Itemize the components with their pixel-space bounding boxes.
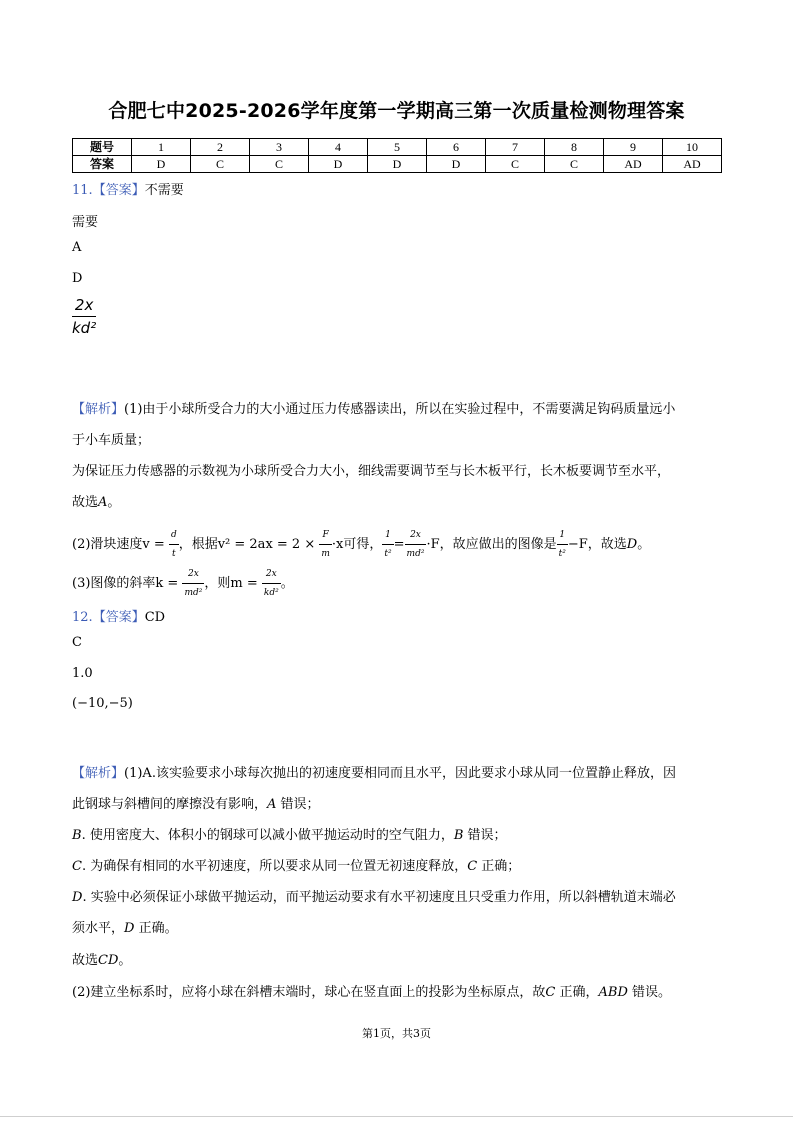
fraction-f-over-m <box>319 526 332 563</box>
table-row <box>73 156 722 173</box>
variable-text: B <box>453 828 464 843</box>
table-cell: 7 <box>486 139 545 156</box>
paragraph-text: (1)由于小球所受合力的大小通过压力传感器读出，所以在实验过程中，不需要满足钩码质量远小 <box>124 402 676 417</box>
variable-text: A <box>267 797 277 812</box>
q11-answer-4: D <box>72 271 83 286</box>
fraction-numerator: 2x <box>405 526 427 545</box>
q11-analysis-line-6 <box>72 565 294 602</box>
fraction-numerator: 2x <box>262 565 281 584</box>
table-cell: 5 <box>368 139 427 156</box>
paragraph-text: 正确。 <box>134 921 178 936</box>
table-cell: C <box>486 156 545 173</box>
q11-analysis-line-4 <box>72 494 120 512</box>
fraction-2x-over-kd2 <box>262 565 281 602</box>
fraction-denominator: t <box>172 549 176 559</box>
paragraph-text: . 为确保有相同的水平初速度，所以要求从同一位置无初速度释放， <box>81 859 468 874</box>
table-cell: AD <box>604 156 663 173</box>
q12-analysis-line-6 <box>72 920 178 938</box>
q11-answer-3: A <box>72 240 82 255</box>
fraction-denominator: kd² <box>263 588 279 598</box>
paragraph-text: (2)滑块速度v = <box>72 537 165 552</box>
q11-analysis-line-2: 于小车质量； <box>72 433 151 448</box>
fraction-d-over-t <box>169 526 179 563</box>
answer-table <box>72 138 722 173</box>
table-cell: AD <box>663 156 722 173</box>
q12-answer-4: (−10,−5) <box>72 696 133 711</box>
paragraph-text: 。 <box>280 576 294 591</box>
table-cell: 3 <box>250 139 309 156</box>
fraction-numerator: 2x <box>182 565 204 584</box>
q12-analysis-line-4 <box>72 858 520 876</box>
table-cell: D <box>132 156 191 173</box>
paragraph-text: 正确， <box>555 985 599 1000</box>
fraction-1-over-t2-b <box>557 526 568 563</box>
q11-analysis-line-1 <box>72 401 675 419</box>
page-title: 合肥七中2025-2026学年度第一学期高三第一次质量检测物理答案 <box>108 100 685 122</box>
variable-text: C <box>72 859 82 874</box>
q11-answer-5-fraction <box>72 296 96 337</box>
fraction-numerator: F <box>319 526 332 545</box>
q12-analysis-tag: 【解析】 <box>72 766 125 781</box>
fraction-denominator: m <box>321 549 330 559</box>
paragraph-text: 错误。 <box>627 985 672 1000</box>
paragraph-text: 正确； <box>477 859 521 874</box>
table-cell: 6 <box>427 139 486 156</box>
variable-text: D <box>626 537 638 552</box>
variable-text: D <box>72 890 83 905</box>
paragraph-text: 错误； <box>463 828 507 843</box>
table-cell: 9 <box>604 139 663 156</box>
table-cell: D <box>368 156 427 173</box>
paragraph-text: . 实验中必须保证小球做平抛运动，而平抛运动要求有水平初速度且只受重力作用，所以斜槽轨道末端必 <box>82 890 676 905</box>
q12-number: 12. <box>72 610 93 625</box>
paragraph-text: ，则m = <box>204 576 258 591</box>
table-cell: 1 <box>132 139 191 156</box>
paragraph-text: (3)图像的斜率k = <box>72 576 179 591</box>
q11-analysis-line-3: 为保证压力传感器的示数视为小球所受合力大小，细线需要调节至与长木板平行，长木板要调节至水平， <box>72 464 671 479</box>
fraction-denominator: md² <box>184 588 203 598</box>
paragraph-text: = <box>393 537 405 552</box>
q12-answer-line <box>72 609 165 627</box>
paragraph-text: (2)建立坐标系时，应将小球在斜槽末端时，球心在竖直面上的投影为坐标原点，故 <box>72 985 546 1000</box>
paragraph-text: 。 <box>637 537 651 552</box>
q11-analysis-line-5 <box>72 526 650 563</box>
fraction-denominator: t² <box>558 549 566 559</box>
q12-answer-3: 1.0 <box>72 666 93 681</box>
table-row <box>73 139 722 156</box>
fraction-numerator: 1 <box>557 526 568 545</box>
row-header-answer: 答案 <box>73 156 132 173</box>
paragraph-text: ·F，故应做出的图像是 <box>426 537 557 552</box>
fraction-numerator: 2x <box>72 296 96 317</box>
q12-analysis-line-3 <box>72 827 507 845</box>
divider <box>0 1116 793 1117</box>
q12-analysis-line-2 <box>72 796 320 814</box>
q12-analysis-line-8 <box>72 984 671 1002</box>
paragraph-text: ，根据v² = 2ax = 2 × <box>178 537 316 552</box>
paragraph-text: 故选 <box>72 953 99 968</box>
paragraph-text: . 使用密度大、体积小的钢球可以减小做平抛运动时的空气阻力， <box>81 828 454 843</box>
q11-answer-1: 不需要 <box>144 183 184 198</box>
q11-answer-tag: 【答案】 <box>92 183 145 198</box>
q11-analysis-tag: 【解析】 <box>72 402 125 417</box>
paragraph-text: −F，故选 <box>567 537 627 552</box>
variable-text: CD <box>98 953 119 968</box>
q12-analysis-line-1 <box>72 765 676 783</box>
table-cell: 8 <box>545 139 604 156</box>
q12-answer-tag: 【答案】 <box>92 610 145 625</box>
fraction-2x-over-md2 <box>405 526 427 563</box>
variable-text: D <box>124 921 135 936</box>
fraction-numerator: 1 <box>382 526 393 545</box>
table-cell: 4 <box>309 139 368 156</box>
variable-text: B <box>72 828 82 843</box>
table-cell: C <box>250 156 309 173</box>
table-cell: D <box>309 156 368 173</box>
paragraph-text: 。 <box>118 953 132 968</box>
paragraph-text: (1)A.该实验要求小球每次抛出的初速度要相同而且水平，因此要求小球从同一位置静止释放，因 <box>124 766 676 781</box>
row-header-question-number: 题号 <box>73 139 132 156</box>
table-cell: D <box>427 156 486 173</box>
fraction-denominator: t² <box>384 549 392 559</box>
variable-text: ABD <box>598 985 628 1000</box>
page-footer: 第1页，共3页 <box>362 1027 431 1040</box>
table-cell: 2 <box>191 139 250 156</box>
fraction-numerator: d <box>169 526 179 545</box>
paragraph-text: ·x可得， <box>331 537 383 552</box>
q11-answer-2: 需要 <box>72 215 99 230</box>
table-cell: C <box>545 156 604 173</box>
paragraph-text: 。 <box>107 495 121 510</box>
q12-answer-1: CD <box>144 610 166 625</box>
q11-answer-line <box>72 182 184 200</box>
variable-text: C <box>467 859 478 874</box>
table-cell: 10 <box>663 139 722 156</box>
table-cell: C <box>191 156 250 173</box>
q12-analysis-line-5 <box>72 889 676 907</box>
paragraph-text: 错误； <box>276 797 320 812</box>
paragraph-text: 此钢球与斜槽间的摩擦没有影响， <box>72 797 268 812</box>
fraction-denominator: kd² <box>72 319 97 337</box>
fraction-2x-over-md2 <box>182 565 204 602</box>
paragraph-text: 须水平， <box>72 921 125 936</box>
fraction-1-over-t2 <box>382 526 393 563</box>
fraction-denominator: md² <box>406 549 425 559</box>
q12-analysis-line-7 <box>72 952 131 970</box>
q12-answer-2: C <box>72 635 82 650</box>
paragraph-text: 故选 <box>72 495 99 510</box>
variable-text: A <box>98 495 108 510</box>
q11-number: 11. <box>72 183 93 198</box>
variable-text: C <box>545 985 556 1000</box>
